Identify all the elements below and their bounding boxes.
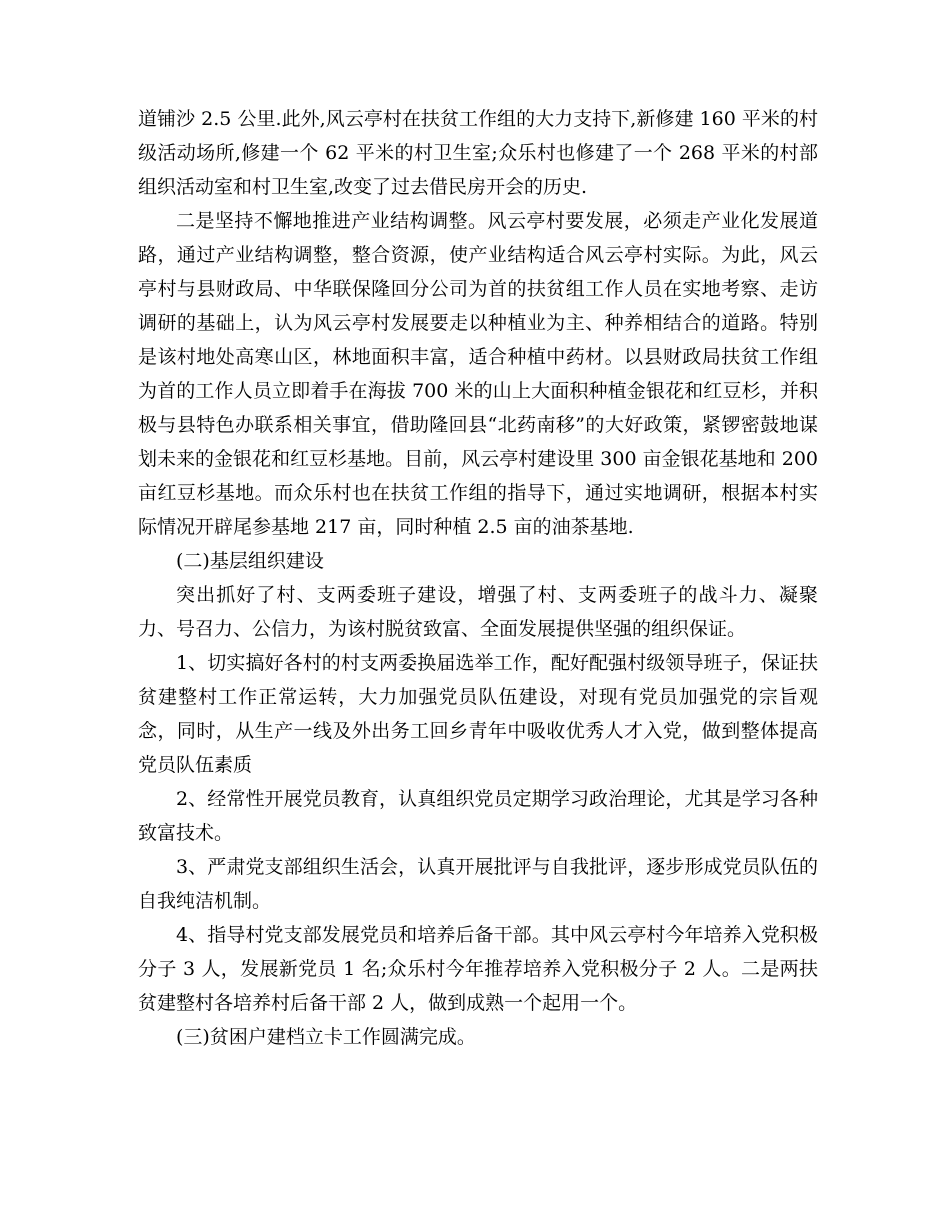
list-item-1: 1、切实搞好各村的村支两委换届选举工作，配好配强村级领导班子，保证扶贫建整村工作正常运转，大力加强党员队伍建设，对现有党员加强党的宗旨观念，同时，从生产一线及外出务工回乡青年中吸收优秀人才入党，做到整体提高党员队伍素质	[138, 652, 818, 776]
section-heading-grassroots: (二)基层组织建设	[176, 550, 324, 572]
document-body	[138, 102, 818, 1054]
list-item-2: 2、经常性开展党员教育，认真组织党员定期学习政治理论，尤其是学习各种致富技术。	[138, 788, 818, 844]
paragraph-industry-adjustment: 二是坚持不懈地推进产业结构调整。风云亭村要发展，必须走产业化发展道路，通过产业结构调整，整合资源，使产业结构适合风云亭村实际。为此，风云亭村与县财政局、中华联保隆回分公司为首的扶贫组工作人员在实地考察、走访调研的基础上，认为风云亭村发展要走以种植业为主、种养相结合的道路。特别是该村地处高寒山区，林地面积丰富，适合种植中药材。以县财政局扶贫工作组为首的工作人员立即着手在海拔 700 米的山上大面积种植金银花和红豆杉，并积极与县特色办联系相关事宜，借助隆回县“北药南移”的大好政策，紧锣密鼓地谋划未来的金银花和红豆杉基地。目前，风云亭村建设里 300 亩金银花基地和 200 亩红豆杉基地。而众乐村也在扶贫工作组的指导下，通过实地调研，根据本村实际情况开辟尾参基地 217 亩，同时种植 2.5 亩的油茶基地.	[138, 210, 818, 538]
list-item-4: 4、指导村党支部发展党员和培养后备干部。其中风云亭村今年培养入党积极分子 3 人，发展新党员 1 名;众乐村今年推荐培养入党积极分子 2 人。二是两扶贫建整村各培养村后备干部 2 人，做到成熟一个起用一个。	[138, 924, 818, 1014]
paragraph-infrastructure: 道铺沙 2.5 公里.此外,风云亭村在扶贫工作组的大力支持下,新修建 160 平米的村级活动场所,修建一个 62 平米的村卫生室;众乐村也修建了一个 268 平米的村部组织活动室和村卫生室,改变了过去借民房开会的历史.	[138, 108, 818, 198]
list-item-3: 3、严肃党支部组织生活会，认真开展批评与自我批评，逐步形成党员队伍的自我纯洁机制。	[138, 856, 818, 912]
section-heading-poverty-registration: (三)贫困户建档立卡工作圆满完成。	[176, 1026, 476, 1048]
paragraph-team-building: 突出抓好了村、支两委班子建设，增强了村、支两委班子的战斗力、凝聚力、号召力、公信力，为该村脱贫致富、全面发展提供坚强的组织保证。	[138, 584, 818, 640]
